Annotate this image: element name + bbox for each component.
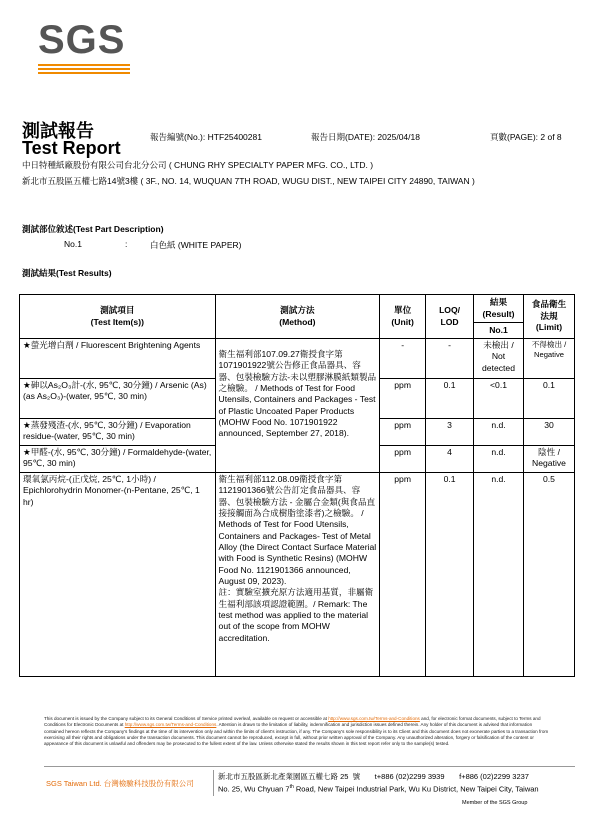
part-desc: 白色紙 (WHITE PAPER): [150, 240, 242, 250]
sgs-logo: [38, 18, 138, 78]
header-result: 結果 (Result): [474, 295, 524, 323]
result-cell: n.d.: [474, 419, 524, 446]
result-cell: <0.1: [474, 379, 524, 419]
results-heading: 測試結果(Test Results): [22, 268, 112, 278]
footer-divider: [44, 766, 575, 767]
report-number: 報告編號(No.): HTF25400281: [150, 132, 262, 142]
loq-cell: 0.1: [426, 379, 474, 419]
item-cell: ★甲醛-(水, 95℃, 30分鐘) / Formaldehyde-(water, 95℃, 30 min): [20, 446, 216, 473]
item-cell: 環氧氯丙烷-(正戊烷, 25℃, 1小時) / Epichlorohydrin Monomer-(n-Pentane, 25℃, 1 hr): [20, 473, 216, 677]
limit-cell: 不得檢出 / Negative: [523, 339, 574, 379]
report-title-cn: 測試報告: [22, 121, 94, 141]
legal-disclaimer: [44, 716, 550, 747]
client-address: 新北市五股區五權七路14號3樓 ( 3F., NO. 14, WUQUAN 7TH ROAD, WUGU DIST., NEW TAIPEI CITY 24890, TAIWAN ): [22, 176, 475, 186]
method-cell: 衛生福利部107.09.27衛授食字第1071901922號公告修正食品器具、容器、包裝檢驗方法-未以塑膠淋膜紙類製品之檢驗。 / Methods of Test for Food Utensils, Containers and Packages - Test of Plastic Uncoated Paper Products (MOHW Food No. 1071901922 announced, September 27, 2018).: [215, 339, 380, 473]
method-remark: 註：實驗室擴充原方法適用基質，非屬衛生福利部該項認證範圍。/ Remark: The test method was applied to the material out of the scope from MOHW accreditation.: [218, 587, 374, 643]
limit-cell: 30: [523, 419, 574, 446]
method-cell: [215, 473, 380, 677]
loq-cell: 0.1: [426, 473, 474, 677]
header-unit: 單位 (Unit): [380, 295, 426, 339]
logo-stripes: [38, 64, 138, 74]
loq-cell: 3: [426, 419, 474, 446]
method-text: 衛生福利部112.08.09衛授食字第1121901366號公告訂定食品器具、容器、包裝檢驗方法 - 金屬合金類(與食品直接接觸面為合成樹脂塗漆者)之檢驗。 / Methods of Test for Food Utensils, Containers and Packages- Test of Metal Alloy (the Direct Contact Surface Material with Food is Synthetic Resins) (MOHW Food No. 1121901366 announced, August 09, 2023).: [218, 474, 377, 587]
part-description-heading: 測試部位敘述(Test Part Description): [22, 224, 164, 234]
electronic-terms-link[interactable]: http://www.sgs.com.tw/Terms-and-Conditions: [124, 722, 217, 728]
footer-company: SGS Taiwan Ltd. 台灣檢驗科技股份有限公司: [46, 779, 194, 788]
table-row: [20, 473, 575, 677]
item-cell: ★砷以As₂O₃計-(水, 95℃, 30分鐘) / Arsenic (As) (as As₂O₃)-(water, 95℃, 30 min): [20, 379, 216, 419]
footer-address-en: [218, 784, 539, 794]
disclaimer-text: This document is issued by the Company subject to its General Conditions of Service printed overleaf, available on request or accessible at: [44, 716, 329, 721]
header-sample-no: No.1: [474, 323, 524, 339]
page-number: 頁數(PAGE): 2 of 8: [490, 132, 562, 142]
footer-address-cn: 新北市五股區新北產業園區五權七路 25 號 t+886 (02)2299 3939 f+886 (02)2299 3237: [218, 772, 529, 781]
terms-link[interactable]: http://www.sgs.com.tw/Terms-and-Conditions: [328, 716, 420, 721]
report-title-en: Test Report: [22, 138, 121, 158]
logo-text: SGS: [38, 18, 126, 62]
loq-cell: 4: [426, 446, 474, 473]
table-row: [20, 339, 575, 379]
footer-member: Member of the SGS Group: [462, 800, 528, 806]
unit-cell: ppm: [380, 419, 426, 446]
loq-cell: -: [426, 339, 474, 379]
disclaimer-text: . Attention is drawn to the limitation of liability, indemnification and jurisdiction issues defined therein. Any holder of this document is advised that information contained hereon reflects the Company's findings at the time of its intervention only and within the limits of client's instruction, if any. The Company's sole responsibility is to its Client and this document does not exonerate parties to a transaction from exercising all their rights and obligations under the transaction documents. This document cannot be reproduced, except in full, without prior written approval of the Company. Any unauthorized alteration, forgery or falsification of the content or appearance of this document is unlawful and offenders may be prosecuted to the fullest extent of the law. Unless otherwise stated the results shown in this test report refer only to the sample(s) tested.: [44, 722, 549, 747]
limit-cell: 陰性 / Negative: [523, 446, 574, 473]
client-company: 中日特種紙廠股份有限公司台北分公司 ( CHUNG RHY SPECIALTY PAPER MFG. CO., LTD. ): [22, 160, 374, 170]
footer-separator: [213, 770, 214, 796]
table-header-row: [20, 295, 575, 323]
header-loq: LOQ/ LOD: [426, 295, 474, 339]
unit-cell: ppm: [380, 473, 426, 677]
item-cell: ★螢光增白劑 / Fluorescent Brightening Agents: [20, 339, 216, 379]
result-cell: 未檢出 / Not detected: [474, 339, 524, 379]
header-test-item: 測試項目 (Test Item(s)): [20, 295, 216, 339]
result-cell: n.d.: [474, 446, 524, 473]
item-cell: ★蒸發殘渣-(水, 95℃, 30分鐘) / Evaporation residue-(water, 95℃, 30 min): [20, 419, 216, 446]
footer-address-sup: th: [289, 784, 294, 790]
footer-address-en-text: No. 25, Wu Chyuan 7: [218, 784, 290, 794]
limit-cell: 0.5: [523, 473, 574, 677]
disclaimer-text: and, for electronic format documents, subject to Terms and Conditions for Electronic Documents at: [44, 716, 541, 728]
header-method: 測試方法 (Method): [215, 295, 380, 339]
unit-cell: ppm: [380, 446, 426, 473]
result-cell: n.d.: [474, 473, 524, 677]
part-number: No.1: [64, 239, 82, 249]
results-table: [19, 294, 575, 677]
footer-address-en-rest: Road, New Taipei Industrial Park, Wu Ku District, New Taipei City, Taiwan: [293, 784, 539, 794]
header-limit: 食品衛生 法規 (Limit): [523, 295, 574, 339]
unit-cell: -: [380, 339, 426, 379]
part-colon: :: [125, 239, 128, 249]
limit-cell: 0.1: [523, 379, 574, 419]
unit-cell: ppm: [380, 379, 426, 419]
report-date: 報告日期(DATE): 2025/04/18: [311, 132, 420, 142]
